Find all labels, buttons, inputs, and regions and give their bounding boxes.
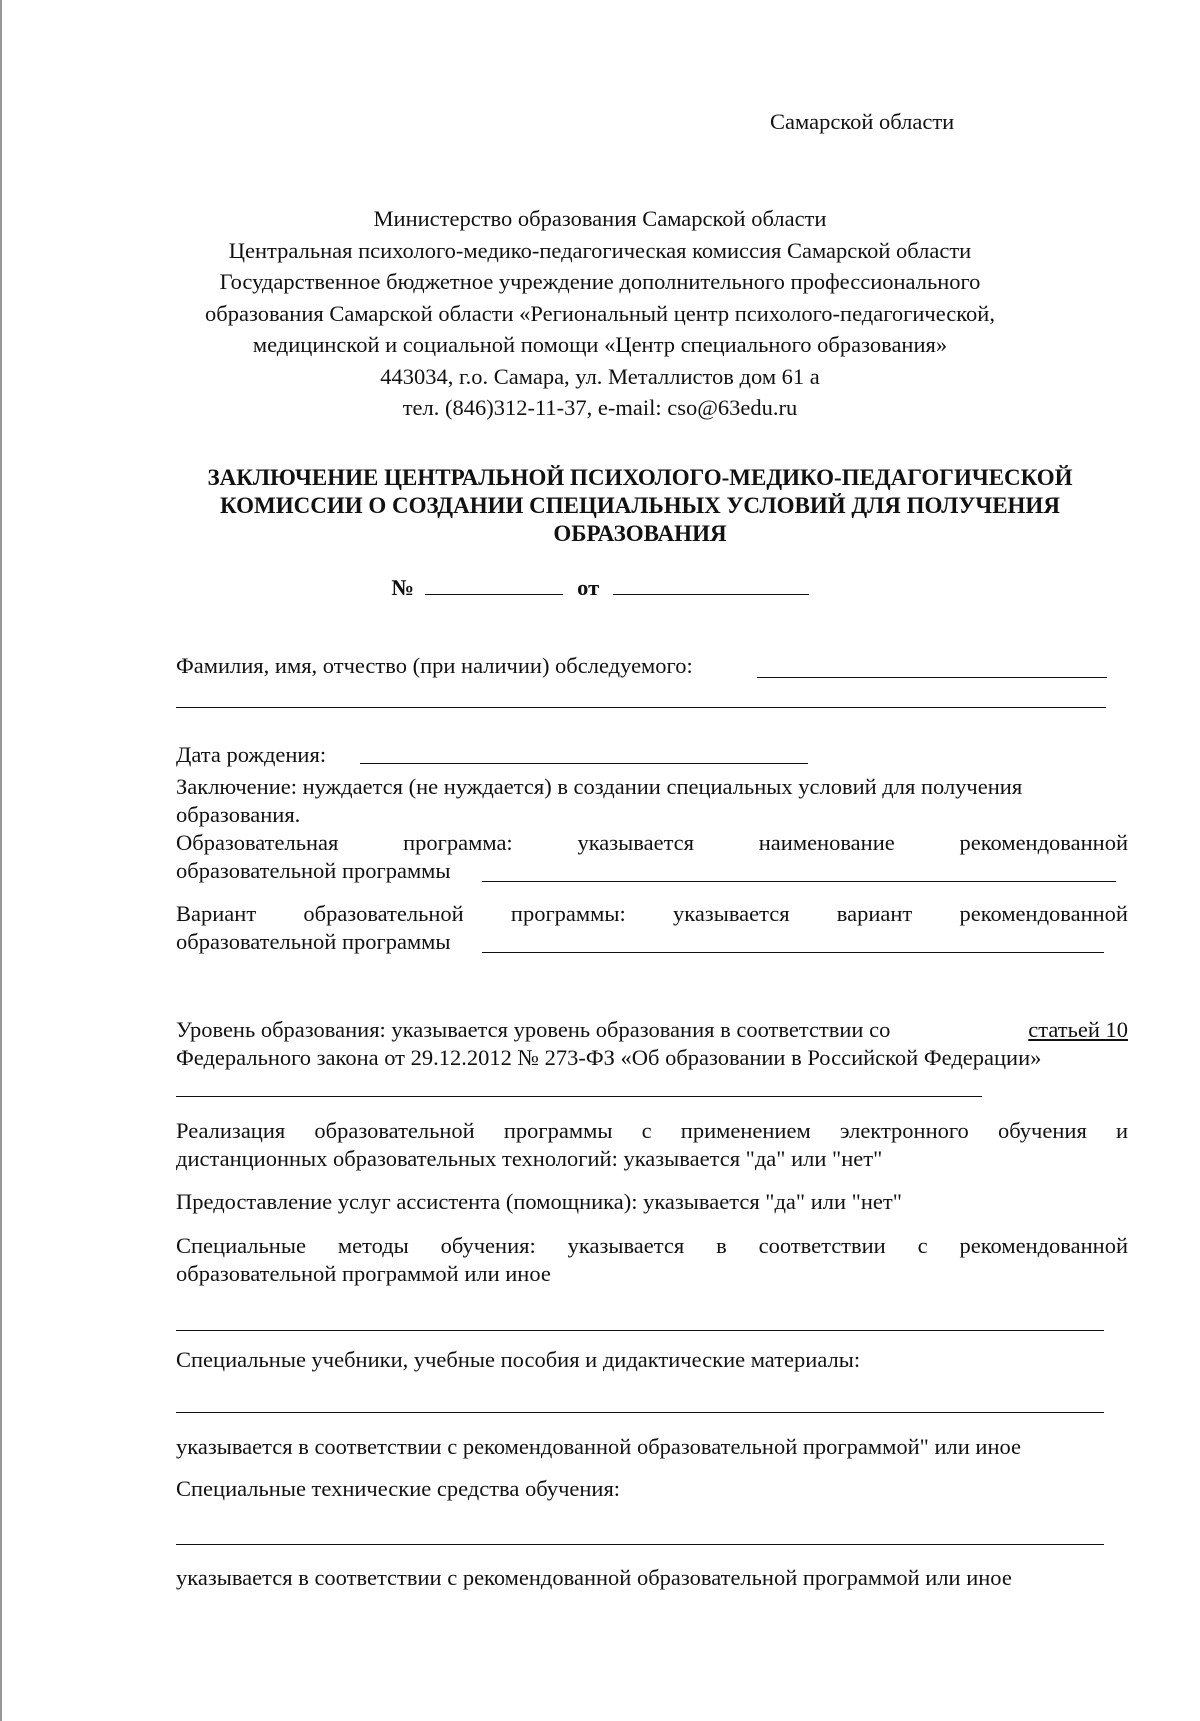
conclusion-line: образования. bbox=[176, 802, 301, 828]
program-word: программа: bbox=[403, 830, 513, 855]
tech-means-label: Специальные технические средства обучения: bbox=[176, 1476, 621, 1501]
textbooks-label: Специальные учебники, учебные пособия и дидактические материалы: bbox=[176, 1347, 861, 1372]
methods-line1: Специальные методы обучения: указывается в соответствии с рекомендованной bbox=[176, 1233, 1128, 1258]
org-line: 443034, г.о. Самара, ул. Металлистов дом 61 а bbox=[380, 363, 820, 389]
variant-word: вариант bbox=[836, 901, 913, 926]
org-line: Министерство образования Самарской области bbox=[373, 206, 827, 231]
date-label: от bbox=[577, 575, 600, 600]
level-line1 bbox=[176, 1016, 1128, 1044]
variant-line1 bbox=[176, 900, 1128, 928]
methods-paragraph bbox=[176, 1232, 1128, 1288]
tech-means-field[interactable] bbox=[176, 1544, 1104, 1545]
remote-learning-paragraph bbox=[176, 1117, 1128, 1173]
variant-word: Вариант bbox=[176, 901, 257, 926]
textbooks-field[interactable] bbox=[176, 1412, 1104, 1413]
org-line: медицинской и социальной помощи «Центр специального образования» bbox=[252, 332, 948, 357]
org-line: Центральная психолого-медико-педагогическая комиссия Самарской области bbox=[228, 237, 972, 263]
number-field[interactable] bbox=[425, 574, 563, 595]
birth-date-field[interactable] bbox=[360, 763, 808, 764]
conclusion-line: Заключение: нуждается (не нуждается) в создании специальных условий для получения bbox=[176, 774, 1023, 799]
birth-label: Дата рождения: bbox=[176, 742, 327, 767]
program-word: Образовательная bbox=[176, 830, 339, 855]
level-field[interactable] bbox=[176, 1096, 982, 1097]
number-date-line bbox=[0, 574, 1200, 602]
header-region: Самарской области bbox=[770, 109, 955, 134]
variant-paragraph bbox=[176, 900, 1128, 956]
program-line2: образовательной программы bbox=[176, 858, 451, 884]
variant-word: рекомендованной bbox=[959, 901, 1128, 926]
number-label: № bbox=[391, 575, 414, 600]
variant-line2: образовательной программы bbox=[176, 929, 451, 955]
level-paragraph bbox=[176, 1016, 1128, 1072]
program-word: наименование bbox=[758, 830, 895, 855]
methods-field[interactable] bbox=[176, 1330, 1104, 1331]
program-field[interactable] bbox=[482, 881, 1116, 882]
tech-means-note: указывается в соответствии с рекомендованной образовательной программой или иное bbox=[176, 1565, 1012, 1590]
conclusion-paragraph bbox=[176, 773, 1128, 829]
remote-line2: дистанционных образовательных технологий: указывается "да" или "нет" bbox=[176, 1146, 883, 1172]
fio-field-continuation[interactable] bbox=[176, 707, 1106, 708]
assistant-text: Предоставление услуг ассистента (помощника): указывается "да" или "нет" bbox=[176, 1189, 902, 1214]
program-word: указывается bbox=[577, 830, 695, 855]
variant-field[interactable] bbox=[482, 952, 1104, 953]
date-field[interactable] bbox=[613, 574, 809, 595]
law-article-link[interactable]: статьей 10 bbox=[1028, 1017, 1128, 1042]
level-text: Уровень образования: указывается уровень образования в соответствии со bbox=[176, 1017, 891, 1042]
fio-label: Фамилия, имя, отчество (при наличии) обследуемого: bbox=[176, 653, 693, 678]
org-line: образования Самарской области «Региональный центр психолого-педагогической, bbox=[205, 300, 995, 326]
title-line: ЗАКЛЮЧЕНИЕ ЦЕНТРАЛЬНОЙ ПСИХОЛОГО-МЕДИКО-ПЕДАГОГИЧЕСКОЙ bbox=[207, 465, 1073, 490]
org-line: тел. (846)312-11-37, e-mail: cso@63edu.ru bbox=[402, 395, 798, 420]
program-word: рекомендованной bbox=[959, 830, 1128, 855]
textbooks-note: указывается в соответствии с рекомендованной образовательной программой" или иное bbox=[176, 1434, 1021, 1459]
program-line1 bbox=[176, 829, 1128, 857]
remote-line1: Реализация образовательной программы с применением электронного обучения и bbox=[176, 1118, 1128, 1143]
variant-word: программы: bbox=[510, 901, 626, 926]
fio-field[interactable] bbox=[757, 677, 1107, 678]
title-line: КОМИССИИ О СОЗДАНИИ СПЕЦИАЛЬНЫХ УСЛОВИЙ ДЛЯ ПОЛУЧЕНИЯ bbox=[220, 493, 1060, 518]
variant-word: указывается bbox=[672, 901, 790, 926]
level-line2: Федерального закона от 29.12.2012 № 273-ФЗ «Об образовании в Российской Федерации» bbox=[176, 1045, 1042, 1071]
title-line: ОБРАЗОВАНИЯ bbox=[553, 521, 727, 546]
organization-block bbox=[0, 203, 1200, 424]
methods-line2: образовательной программой или иное bbox=[176, 1261, 551, 1287]
document-title bbox=[150, 464, 1130, 548]
program-paragraph bbox=[176, 829, 1128, 885]
org-line: Государственное бюджетное учреждение дополнительного профессионального bbox=[219, 269, 981, 294]
variant-word: образовательной bbox=[303, 901, 464, 926]
